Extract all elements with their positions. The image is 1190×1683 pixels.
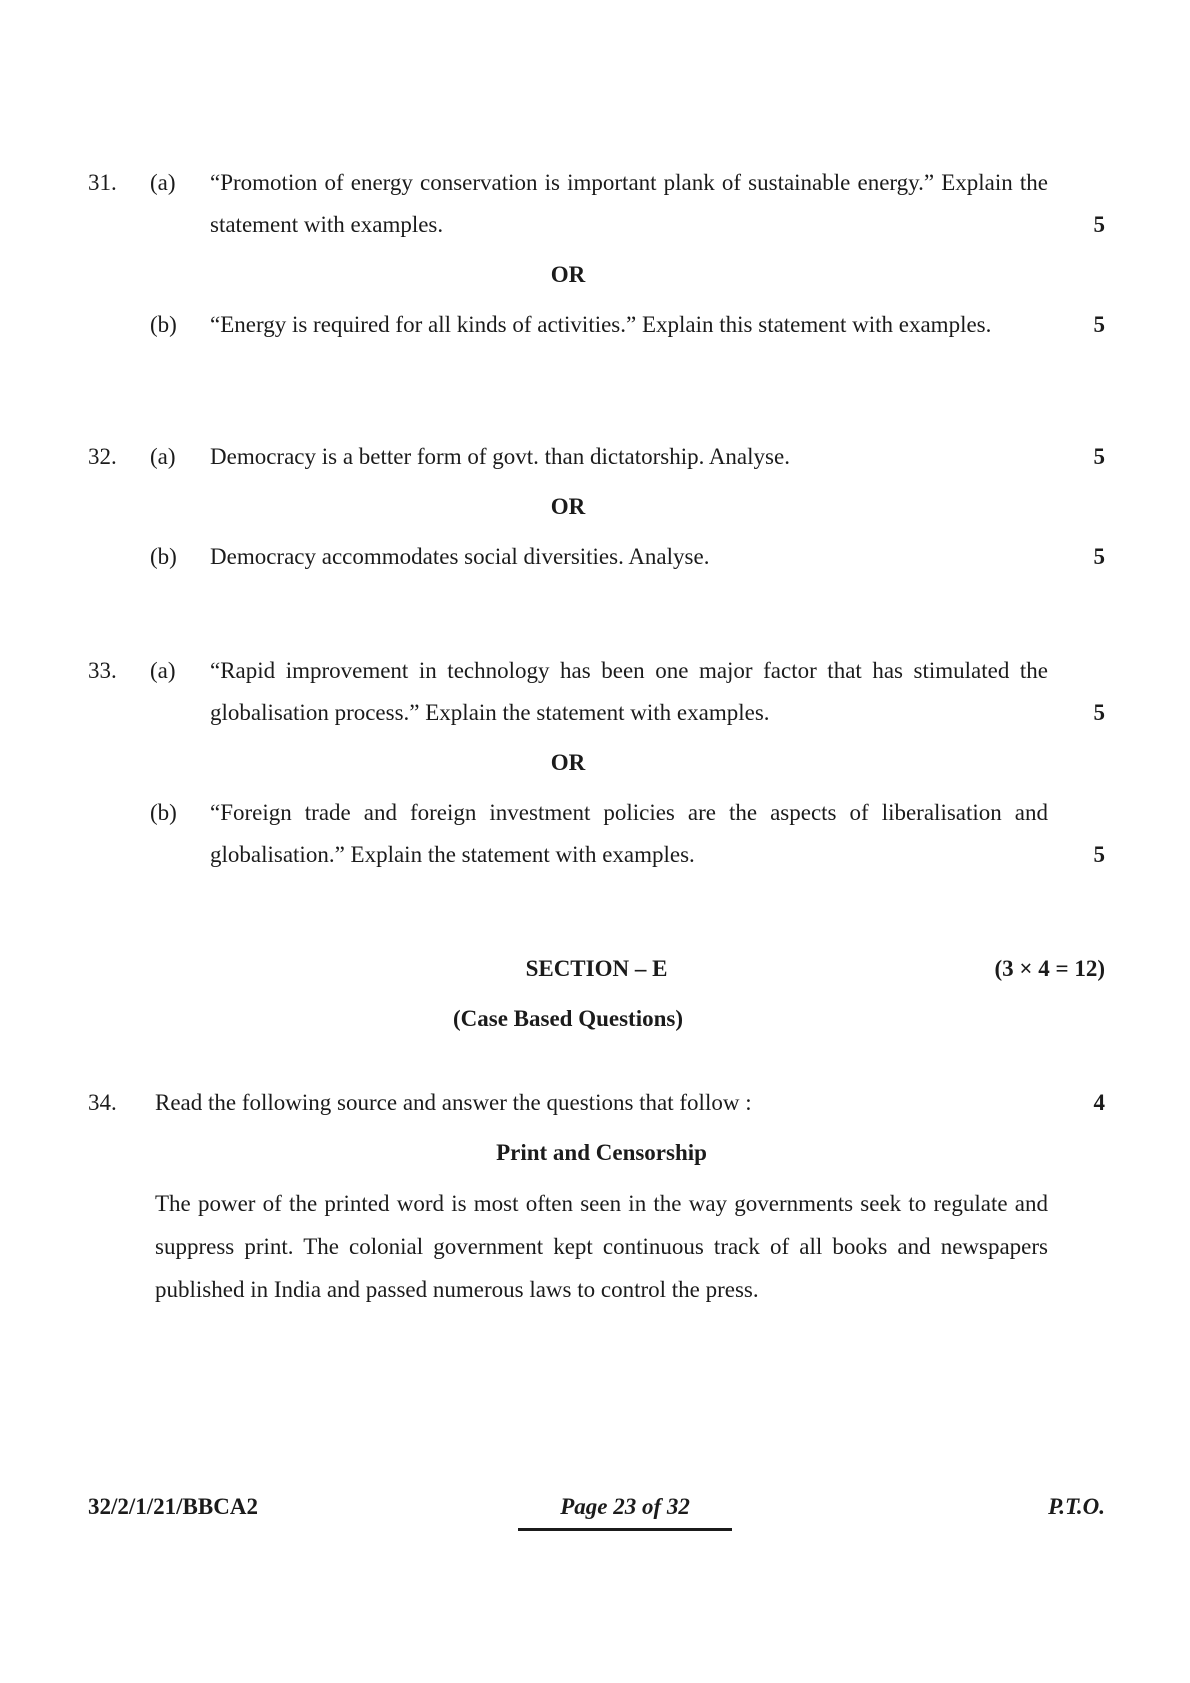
question-number (88, 304, 150, 346)
page-number: Page 23 of 32 (518, 1492, 732, 1531)
question-text: Democracy accommodates social diversities. Analyse. (210, 544, 710, 569)
page-footer (88, 1492, 1105, 1531)
part-label: (a) (150, 658, 176, 683)
marks-value: 5 (1093, 544, 1105, 569)
question-33-part-a (88, 650, 1105, 734)
part-label: (a) (150, 170, 176, 195)
question-number: 31. (88, 170, 117, 195)
marks-value: 5 (1093, 312, 1105, 337)
section-subtitle: (Case Based Questions) (452, 1006, 683, 1031)
question-text: “Rapid improvement in technology has been one major factor that has stimulated the globalisation process.” Explain the statement with examples. (210, 658, 1048, 725)
question-text: Democracy is a better form of govt. than dictatorship. Analyse. (210, 444, 790, 469)
section-marks-scheme: (3 × 4 = 12) (994, 956, 1105, 981)
question-number (88, 792, 150, 876)
question-text: “Energy is required for all kinds of activities.” Explain this statement with examples. (210, 312, 992, 337)
question-text: “Foreign trade and foreign investment policies are the aspects of liberalisation and globalisation.” Explain the statement with examples. (210, 800, 1048, 867)
question-33 (88, 650, 1105, 876)
source-paragraph: The power of the printed word is most often seen in the way governments seek to regulate and suppress print. The colonial government kept continuous track of all books and newspapers published in India and passed numerous laws to control the press. (155, 1191, 1048, 1302)
marks-value: 5 (1093, 444, 1105, 469)
question-text: “Promotion of energy conservation is important plank of sustainable energy.” Explain the statement with examples. (210, 170, 1048, 237)
part-label: (a) (150, 444, 176, 469)
marks-value: 5 (1093, 700, 1105, 725)
marks-value: 5 (1093, 212, 1105, 237)
source-title: Print and Censorship (496, 1140, 707, 1165)
question-31-part-b (88, 304, 1105, 346)
part-label: (b) (150, 312, 177, 337)
question-number: 34. (88, 1090, 117, 1115)
part-label: (b) (150, 544, 177, 569)
question-32 (88, 436, 1105, 578)
pto-label: P.T.O. (1048, 1494, 1105, 1519)
marks-value: 5 (1093, 842, 1105, 867)
or-separator: OR (550, 262, 586, 287)
question-33-part-b (88, 792, 1105, 876)
question-31-part-a (88, 162, 1105, 246)
marks-value: 4 (1093, 1090, 1105, 1115)
part-label: (b) (150, 800, 177, 825)
or-separator: OR (550, 750, 586, 775)
question-32-part-b (88, 536, 1105, 578)
section-heading (88, 948, 1105, 990)
question-number: 33. (88, 658, 117, 683)
question-31 (88, 162, 1105, 346)
question-intro-text: Read the following source and answer the questions that follow : (155, 1090, 752, 1115)
question-34 (88, 1082, 1105, 1124)
question-number (88, 536, 150, 578)
question-32-part-a (88, 436, 1105, 478)
or-separator: OR (550, 494, 586, 519)
paper-code: 32/2/1/21/BBCA2 (88, 1494, 258, 1519)
question-number: 32. (88, 444, 117, 469)
section-title: SECTION – E (525, 956, 668, 981)
